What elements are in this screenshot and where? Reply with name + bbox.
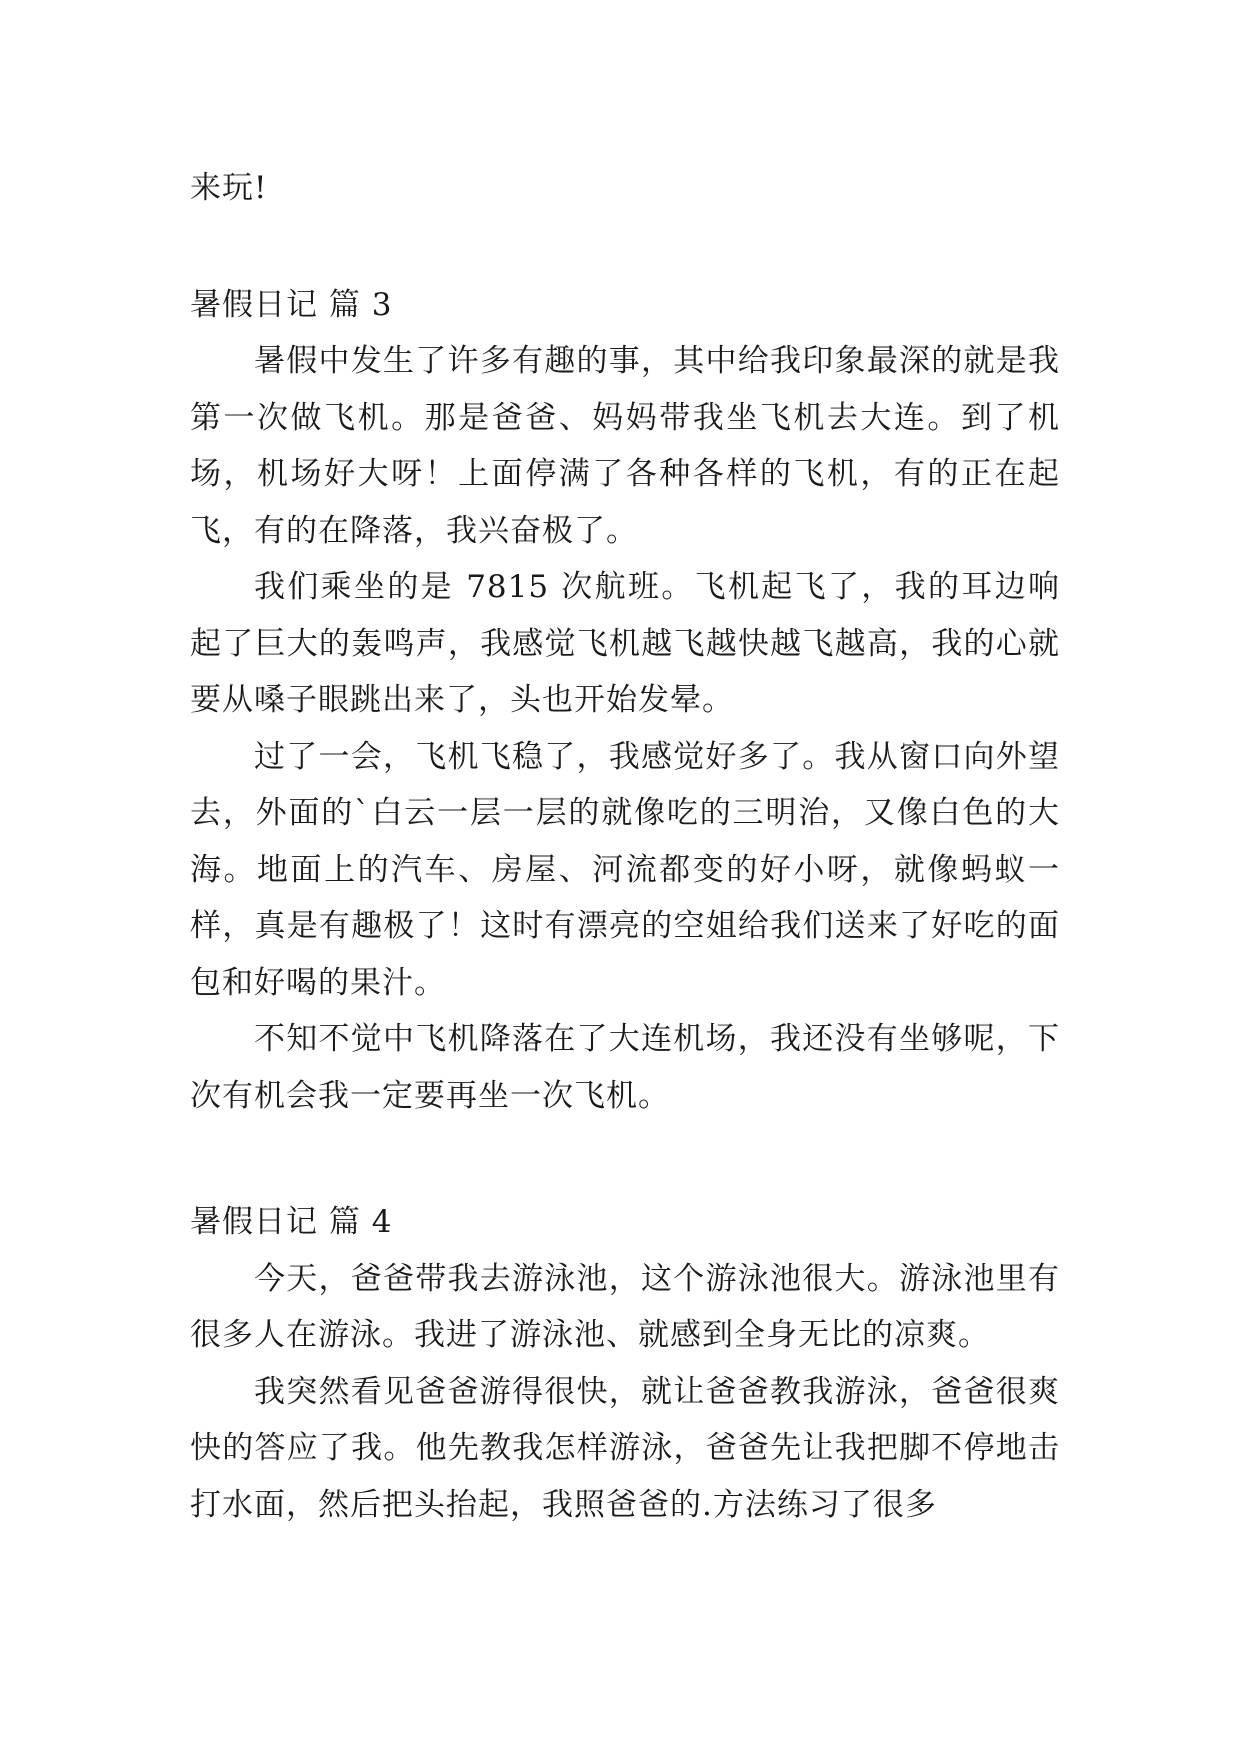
- paragraph: 我突然看见爸爸游得很快，就让爸爸教我游泳，爸爸很爽快的答应了我。他先教我怎样游泳，爸爸先让我把脚不停地击打水面，然后把头抬起，我照爸爸的.方法练习了很多: [190, 1373, 1060, 1523]
- paragraph: 过了一会，飞机飞稳了，我感觉好多了。我从窗口向外望去，外面的`白云一层一层的就像吃的三明治，又像白色的大海。地面上的汽车、房屋、河流都变的好小呀，就像蚂蚁一样，真是有趣极了！这时有漂亮的空姐给我们送来了好吃的面包和好喝的果汁。: [190, 738, 1060, 1001]
- paragraph: 暑假中发生了许多有趣的事，其中给我印象最深的就是我第一次做飞机。那是爸爸、妈妈带我坐飞机去大连。到了机场，机场好大呀！上面停满了各种各样的飞机，有的正在起飞，有的在降落，我兴奋极了。: [190, 343, 1060, 549]
- spacer: [190, 1124, 1060, 1194]
- paragraph: 我们乘坐的是 7815 次航班。飞机起飞了，我的耳边响起了巨大的轰鸣声，我感觉飞机越飞越快越飞越高，我的心就要从嗓子眼跳出来了，头也开始发晕。: [190, 569, 1060, 718]
- paragraph: 今天，爸爸带我去游泳池，这个游泳池很大。游泳池里有很多人在游泳。我进了游泳池、就感到全身无比的凉爽。: [190, 1260, 1060, 1353]
- section-heading-4: 暑假日记 篇 4: [190, 1204, 393, 1240]
- paragraph: 不知不觉中飞机降落在了大连机场，我还没有坐够呢，下次有机会我一定要再坐一次飞机。: [190, 1021, 1060, 1114]
- document-body: [190, 160, 1060, 1533]
- intro-fragment: 来玩!: [190, 170, 268, 206]
- section-heading-3: 暑假日记 篇 3: [190, 286, 393, 323]
- spacer: [190, 217, 1060, 277]
